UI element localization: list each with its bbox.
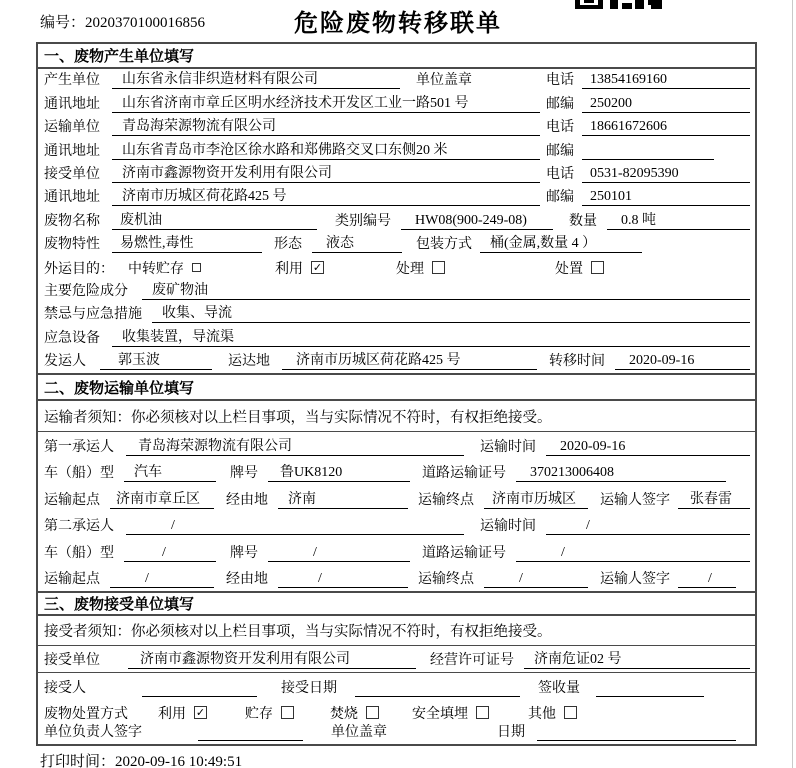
route1-via-label: 经由地	[226, 492, 268, 508]
checkbox-treat	[432, 261, 445, 274]
producer-address-label: 通讯地址	[44, 96, 100, 112]
vehicle2-road-permit-label: 道路运输证号	[422, 545, 506, 561]
receiver-address-label: 通讯地址	[44, 190, 100, 206]
transporter-postcode-group	[546, 140, 750, 160]
purpose-row	[38, 256, 755, 279]
vehicle2-type-label: 车（船）型	[44, 545, 114, 561]
hazard-components-label: 主要危险成分	[44, 283, 128, 299]
received-quantity-value	[596, 696, 704, 697]
vehicle2-plate-label: 牌号	[230, 545, 258, 561]
carrier2-time-label: 运输时间	[480, 519, 536, 535]
accepting-person-value	[142, 696, 257, 697]
vehicle2-road-permit-value: /	[516, 545, 750, 562]
disposal-option-store-label: 贮存	[245, 706, 273, 722]
checkbox-disposal-utilize: ✓	[195, 706, 206, 720]
consignor-value: 郭玉波	[100, 349, 212, 370]
receiver-unit-label: 接受单位	[44, 166, 100, 182]
vehicle1-type-value: 汽车	[124, 461, 216, 482]
vehicle2-plate-value: /	[268, 545, 410, 562]
producer-phone-group	[546, 69, 750, 89]
carrier2-row	[38, 512, 755, 539]
license-label: 经营许可证号	[430, 653, 514, 669]
transporter-address-value: 山东省青岛市李沧区徐水路和郑佛路交叉口东侧20 米	[112, 139, 540, 160]
receiver-address-left	[44, 185, 546, 206]
responsible-signature-label: 单位负责人签字	[44, 725, 142, 741]
waste-category-value: HW08(900-249-08)	[401, 213, 553, 230]
transporter-address-left	[44, 139, 546, 160]
route2-signature-value: /	[678, 571, 736, 588]
producer-postcode-label: 邮编	[546, 96, 574, 112]
transporter-unit-left	[44, 115, 546, 136]
producer-unit-value: 山东省永信非织造材料有限公司	[112, 68, 400, 89]
packaging-label: 包装方式	[416, 237, 472, 253]
carrier2-value: /	[126, 518, 464, 535]
route2-end-value: /	[484, 571, 588, 588]
receiver-unit-left	[44, 162, 546, 183]
qr-code-fragment-icon	[575, 0, 663, 9]
vehicle2-type-value: /	[124, 545, 216, 562]
route2-row	[38, 565, 755, 592]
producer-unit-left	[44, 68, 546, 89]
disposal-option-incinerate-label: 焚烧	[330, 706, 358, 722]
route2-origin-label: 运输起点	[44, 572, 100, 588]
receiver-phone-label: 电话	[546, 166, 574, 182]
waste-category-label: 类别编号	[335, 213, 391, 229]
waste-traits-label: 废物特性	[44, 237, 100, 253]
serial-number: 2020370100016856	[85, 15, 206, 31]
responsible-signature-row	[38, 725, 755, 744]
serial-label: 编号：	[40, 15, 86, 31]
sign-date-value	[537, 740, 736, 741]
route1-signature-label: 运输人签字	[600, 492, 670, 508]
waste-traits-row	[38, 233, 755, 256]
route1-signature-value: 张春雷	[678, 488, 750, 509]
waste-name-row	[38, 209, 755, 232]
purpose-option-treat-label: 处理	[396, 261, 424, 277]
producer-postcode-group	[546, 93, 750, 113]
carrier1-time-value: 2020-09-16	[546, 439, 750, 456]
waste-quantity-value: 0.8 吨	[607, 209, 750, 230]
vehicle2-row	[38, 538, 755, 565]
receiver-address-value: 济南市历城区荷花路425 号	[112, 185, 540, 206]
receiver-postcode-group	[546, 186, 750, 206]
vehicle1-road-permit-value: 370213006408	[516, 465, 726, 482]
producer-phone-label: 电话	[546, 73, 574, 89]
section-producer-header: 一、废物产生单位填写	[38, 44, 755, 69]
route1-end-label: 运输终点	[418, 492, 474, 508]
emergency-equipment-label: 应急设备	[44, 330, 100, 346]
receiver-postcode-label: 邮编	[546, 190, 574, 206]
route1-end-value: 济南市历城区	[484, 488, 588, 509]
transporter-unit-value: 青岛海荣源物流有限公司	[112, 115, 540, 136]
route1-origin-label: 运输起点	[44, 492, 100, 508]
transporter-phone-value: 18661672606	[582, 119, 750, 136]
dispatch-row	[38, 350, 755, 373]
accepting-unit-label: 接受单位	[44, 653, 100, 669]
responsible-signature-value	[198, 740, 303, 741]
hazard-components-value: 废矿物油	[142, 279, 750, 300]
section-transporter-header: 二、废物运输单位填写	[38, 373, 755, 401]
transporter-postcode-value	[582, 159, 714, 160]
print-time-value: 2020-09-16 10:49:51	[115, 754, 243, 768]
receiver-notice: 接受者须知：你必须核对以上栏目事项，当与实际情况不符时，有权拒绝接受。	[38, 616, 755, 646]
destination-label: 运达地	[228, 354, 270, 370]
transporter-notice: 运输者须知：你必须核对以上栏目事项，当与实际情况不符时，有权拒绝接受。	[38, 401, 755, 432]
producer-unit-row	[38, 69, 755, 92]
route2-origin-value: /	[110, 571, 214, 588]
checkbox-disposal-incinerate	[366, 706, 379, 719]
checkbox-disposal-store	[281, 706, 294, 719]
producer-address-value: 山东省济南市章丘区明水经济技术开发区工业一路501 号	[112, 92, 540, 113]
receiver-phone-value: 0531-82095390	[582, 166, 750, 183]
emergency-equipment-value: 收集装置，导流渠	[112, 326, 750, 347]
receiver-postcode-value: 250101	[582, 189, 750, 206]
route1-via-value: 济南	[278, 488, 408, 509]
transfer-time-label: 转移时间	[549, 354, 605, 370]
producer-phone-value: 13854169160	[582, 72, 750, 89]
purpose-label: 外运目的：	[44, 261, 114, 277]
disposal-option-landfill-label: 安全填埋	[412, 706, 468, 722]
checkbox-transfer-storage	[192, 263, 201, 272]
page-edge-divider	[792, 0, 793, 768]
section-receiver	[38, 591, 755, 744]
accepting-date-value	[355, 696, 520, 697]
print-time-label: 打印时间：	[40, 754, 116, 768]
purpose-option-transfer-storage-label: 中转贮存	[128, 261, 184, 277]
purpose-option-dispose-label: 处置	[555, 261, 583, 277]
emergency-measures-label: 禁忌与应急措施	[44, 307, 142, 323]
waste-form-label: 形态	[274, 237, 302, 253]
route2-via-value: /	[278, 571, 408, 588]
waste-name-value: 废机油	[112, 209, 317, 230]
print-time-line	[40, 750, 242, 768]
route1-row	[38, 485, 755, 512]
route2-end-label: 运输终点	[418, 572, 474, 588]
disposal-option-utilize-label: 利用	[158, 706, 186, 722]
page-title: 危险废物转移联单	[294, 11, 502, 37]
route2-signature-label: 运输人签字	[600, 572, 670, 588]
accepting-date-label: 接受日期	[281, 681, 337, 697]
disposal-method-row	[38, 700, 755, 725]
route2-via-label: 经由地	[226, 572, 268, 588]
checkbox-disposal-landfill	[476, 706, 489, 719]
carrier2-label: 第二承运人	[44, 519, 114, 535]
receiver-unit-row	[38, 163, 755, 186]
hazard-components-row	[38, 280, 755, 303]
waste-name-label: 废物名称	[44, 213, 100, 229]
emergency-measures-value: 收集、导流	[152, 302, 750, 323]
producer-postcode-value: 250200	[582, 96, 750, 113]
receiver-seal-label: 单位盖章	[331, 725, 387, 741]
receiver-phone-group	[546, 163, 750, 183]
carrier1-time-label: 运输时间	[480, 439, 536, 455]
transporter-postcode-label: 邮编	[546, 143, 574, 159]
carrier1-row	[38, 432, 755, 459]
consignor-label: 发运人	[44, 354, 86, 370]
transporter-phone-label: 电话	[546, 120, 574, 136]
producer-address-left	[44, 92, 546, 113]
destination-value: 济南市历城区荷花路425 号	[282, 349, 537, 370]
transfer-form-table	[36, 42, 757, 746]
accepting-person-label: 接受人	[44, 681, 86, 697]
transporter-unit-label: 运输单位	[44, 120, 100, 136]
carrier1-value: 青岛海荣源物流有限公司	[126, 435, 464, 456]
waste-quantity-label: 数量	[569, 213, 597, 229]
carrier1-label: 第一承运人	[44, 439, 114, 455]
receiver-unit-value: 济南市鑫源物资开发利用有限公司	[112, 162, 540, 183]
vehicle1-row	[38, 459, 755, 486]
producer-unit-label: 产生单位	[44, 73, 100, 89]
license-value: 济南危证02 号	[524, 648, 750, 669]
receiver-address-row	[38, 186, 755, 209]
waste-form-value: 液态	[312, 232, 402, 253]
packaging-value: 桶(金属,数量 4 ）	[480, 232, 642, 253]
disposal-method-label: 废物处置方式	[44, 706, 128, 722]
route1-origin-value: 济南市章丘区	[110, 488, 214, 509]
checkbox-disposal-other	[564, 706, 577, 719]
section-receiver-header: 三、废物接受单位填写	[38, 591, 755, 616]
emergency-equipment-row	[38, 326, 755, 349]
carrier2-time-value: /	[546, 518, 750, 535]
checkbox-dispose	[591, 261, 604, 274]
transporter-unit-row	[38, 116, 755, 139]
emergency-measures-row	[38, 303, 755, 326]
vehicle1-road-permit-label: 道路运输证号	[422, 466, 506, 482]
section-transporter	[38, 373, 755, 591]
transporter-address-label: 通讯地址	[44, 143, 100, 159]
waste-traits-value: 易燃性,毒性	[112, 232, 262, 253]
producer-address-row	[38, 92, 755, 115]
section-producer	[38, 44, 755, 373]
accepting-unit-row	[38, 646, 755, 673]
purpose-option-utilize-label: 利用	[275, 261, 303, 277]
checkbox-utilize: ✓	[312, 261, 323, 275]
transporter-address-row	[38, 139, 755, 162]
disposal-option-other-label: 其他	[528, 706, 556, 722]
transfer-time-value: 2020-09-16	[615, 353, 750, 370]
accepting-person-row	[38, 673, 755, 700]
vehicle1-plate-value: 鲁UK8120	[268, 461, 410, 482]
received-quantity-label: 签收量	[538, 681, 580, 697]
vehicle1-plate-label: 牌号	[230, 466, 258, 482]
transporter-phone-group	[546, 116, 750, 136]
vehicle1-type-label: 车（船）型	[44, 466, 114, 482]
accepting-unit-value: 济南市鑫源物资开发利用有限公司	[128, 648, 416, 669]
sign-date-label: 日期	[497, 725, 525, 741]
unit-seal-label: 单位盖章	[416, 73, 472, 89]
